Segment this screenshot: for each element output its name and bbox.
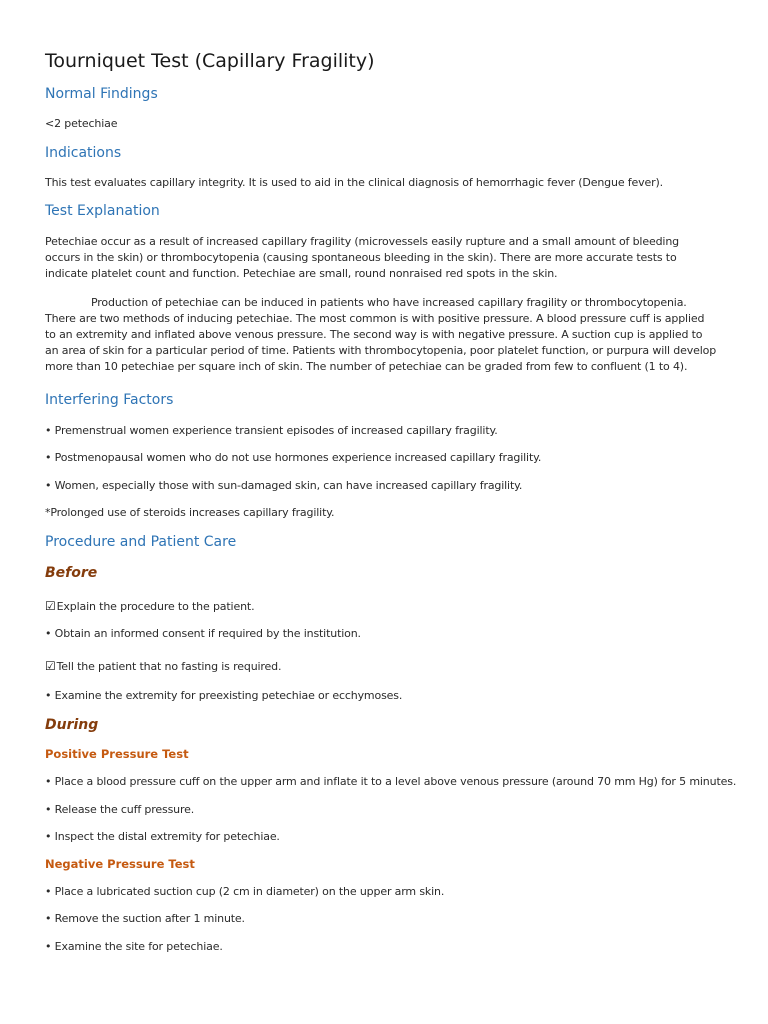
page-title: Tourniquet Test (Capillary Fragility) [45,50,375,72]
list-item: • Postmenopausal women who do not use hormones experience increased capillary fragility. [45,451,542,464]
indications-text: This test evaluates capillary integrity. It is used to aid in the clinical diagnosis of hemorrhagic fever (Dengue fever). [45,176,663,189]
list-item: *Prolonged use of steroids increases capillary fragility. [45,506,335,519]
normal-findings-text: <2 petechiae [45,117,118,130]
heading-before: Before [45,565,98,581]
list-item [45,658,281,675]
list-item: • Obtain an informed consent if required by the institution. [45,627,361,640]
list-item: • Place a blood pressure cuff on the upper arm and inflate it to a level above venous pressure (around 70 mm Hg) for 5 minutes. [45,775,737,788]
list-item: • Premenstrual women experience transient episodes of increased capillary fragility. [45,424,498,437]
heading-test-explanation: Test Explanation [45,203,160,219]
list-item [45,598,254,615]
heading-during: During [45,717,99,733]
heading-negative-pressure-test: Negative Pressure Test [45,857,195,871]
heading-interfering-factors: Interfering Factors [45,392,174,408]
heading-positive-pressure-test: Positive Pressure Test [45,747,189,761]
heading-normal-findings: Normal Findings [45,86,158,102]
list-item: • Women, especially those with sun-damaged skin, can have increased capillary fragility. [45,479,523,492]
list-item: • Examine the extremity for preexisting petechiae or ecchymoses. [45,689,403,702]
list-item: • Inspect the distal extremity for petechiae. [45,830,280,843]
checkbox-checked-icon: ☑ [45,599,56,613]
heading-indications: Indications [45,145,122,161]
test-explanation-paragraph-2: Production of petechiae can be induced in patients who have increased capillary fragility or thrombocytopenia. There are two methods of inducing petechiae. The most common is with positive pressure. A blood pressure cuff is applied to an extremity and inflated above venous pressure. The second way is with negative pressure. A suction cup is applied to an area of skin for a particular period of time. Patients with thrombocytopenia, poor platelet function, or purpura will develop more than 10 petechiae per square inch of skin. The number of petechiae can be graded from few to confluent (1 to 4). [45,296,717,373]
test-explanation-paragraph-1: Petechiae occur as a result of increased capillary fragility (microvessels easily rupture and a small amount of bleeding occurs in the skin) or thrombocytopenia (causing spontaneous bleeding in the skin). There are more accurate tests to indicate platelet count and function. Petechiae are small, round nonraised red spots in the skin. [45,235,679,280]
checkbox-checked-icon: ☑ [45,659,56,673]
list-item-text: Explain the procedure to the patient. [56,600,255,613]
list-item: • Release the cuff pressure. [45,803,195,816]
heading-procedure: Procedure and Patient Care [45,534,237,550]
list-item: • Remove the suction after 1 minute. [45,912,245,925]
list-item: • Examine the site for petechiae. [45,940,223,953]
list-item-text: Tell the patient that no fasting is required. [56,660,282,673]
list-item: • Place a lubricated suction cup (2 cm in diameter) on the upper arm skin. [45,885,445,898]
